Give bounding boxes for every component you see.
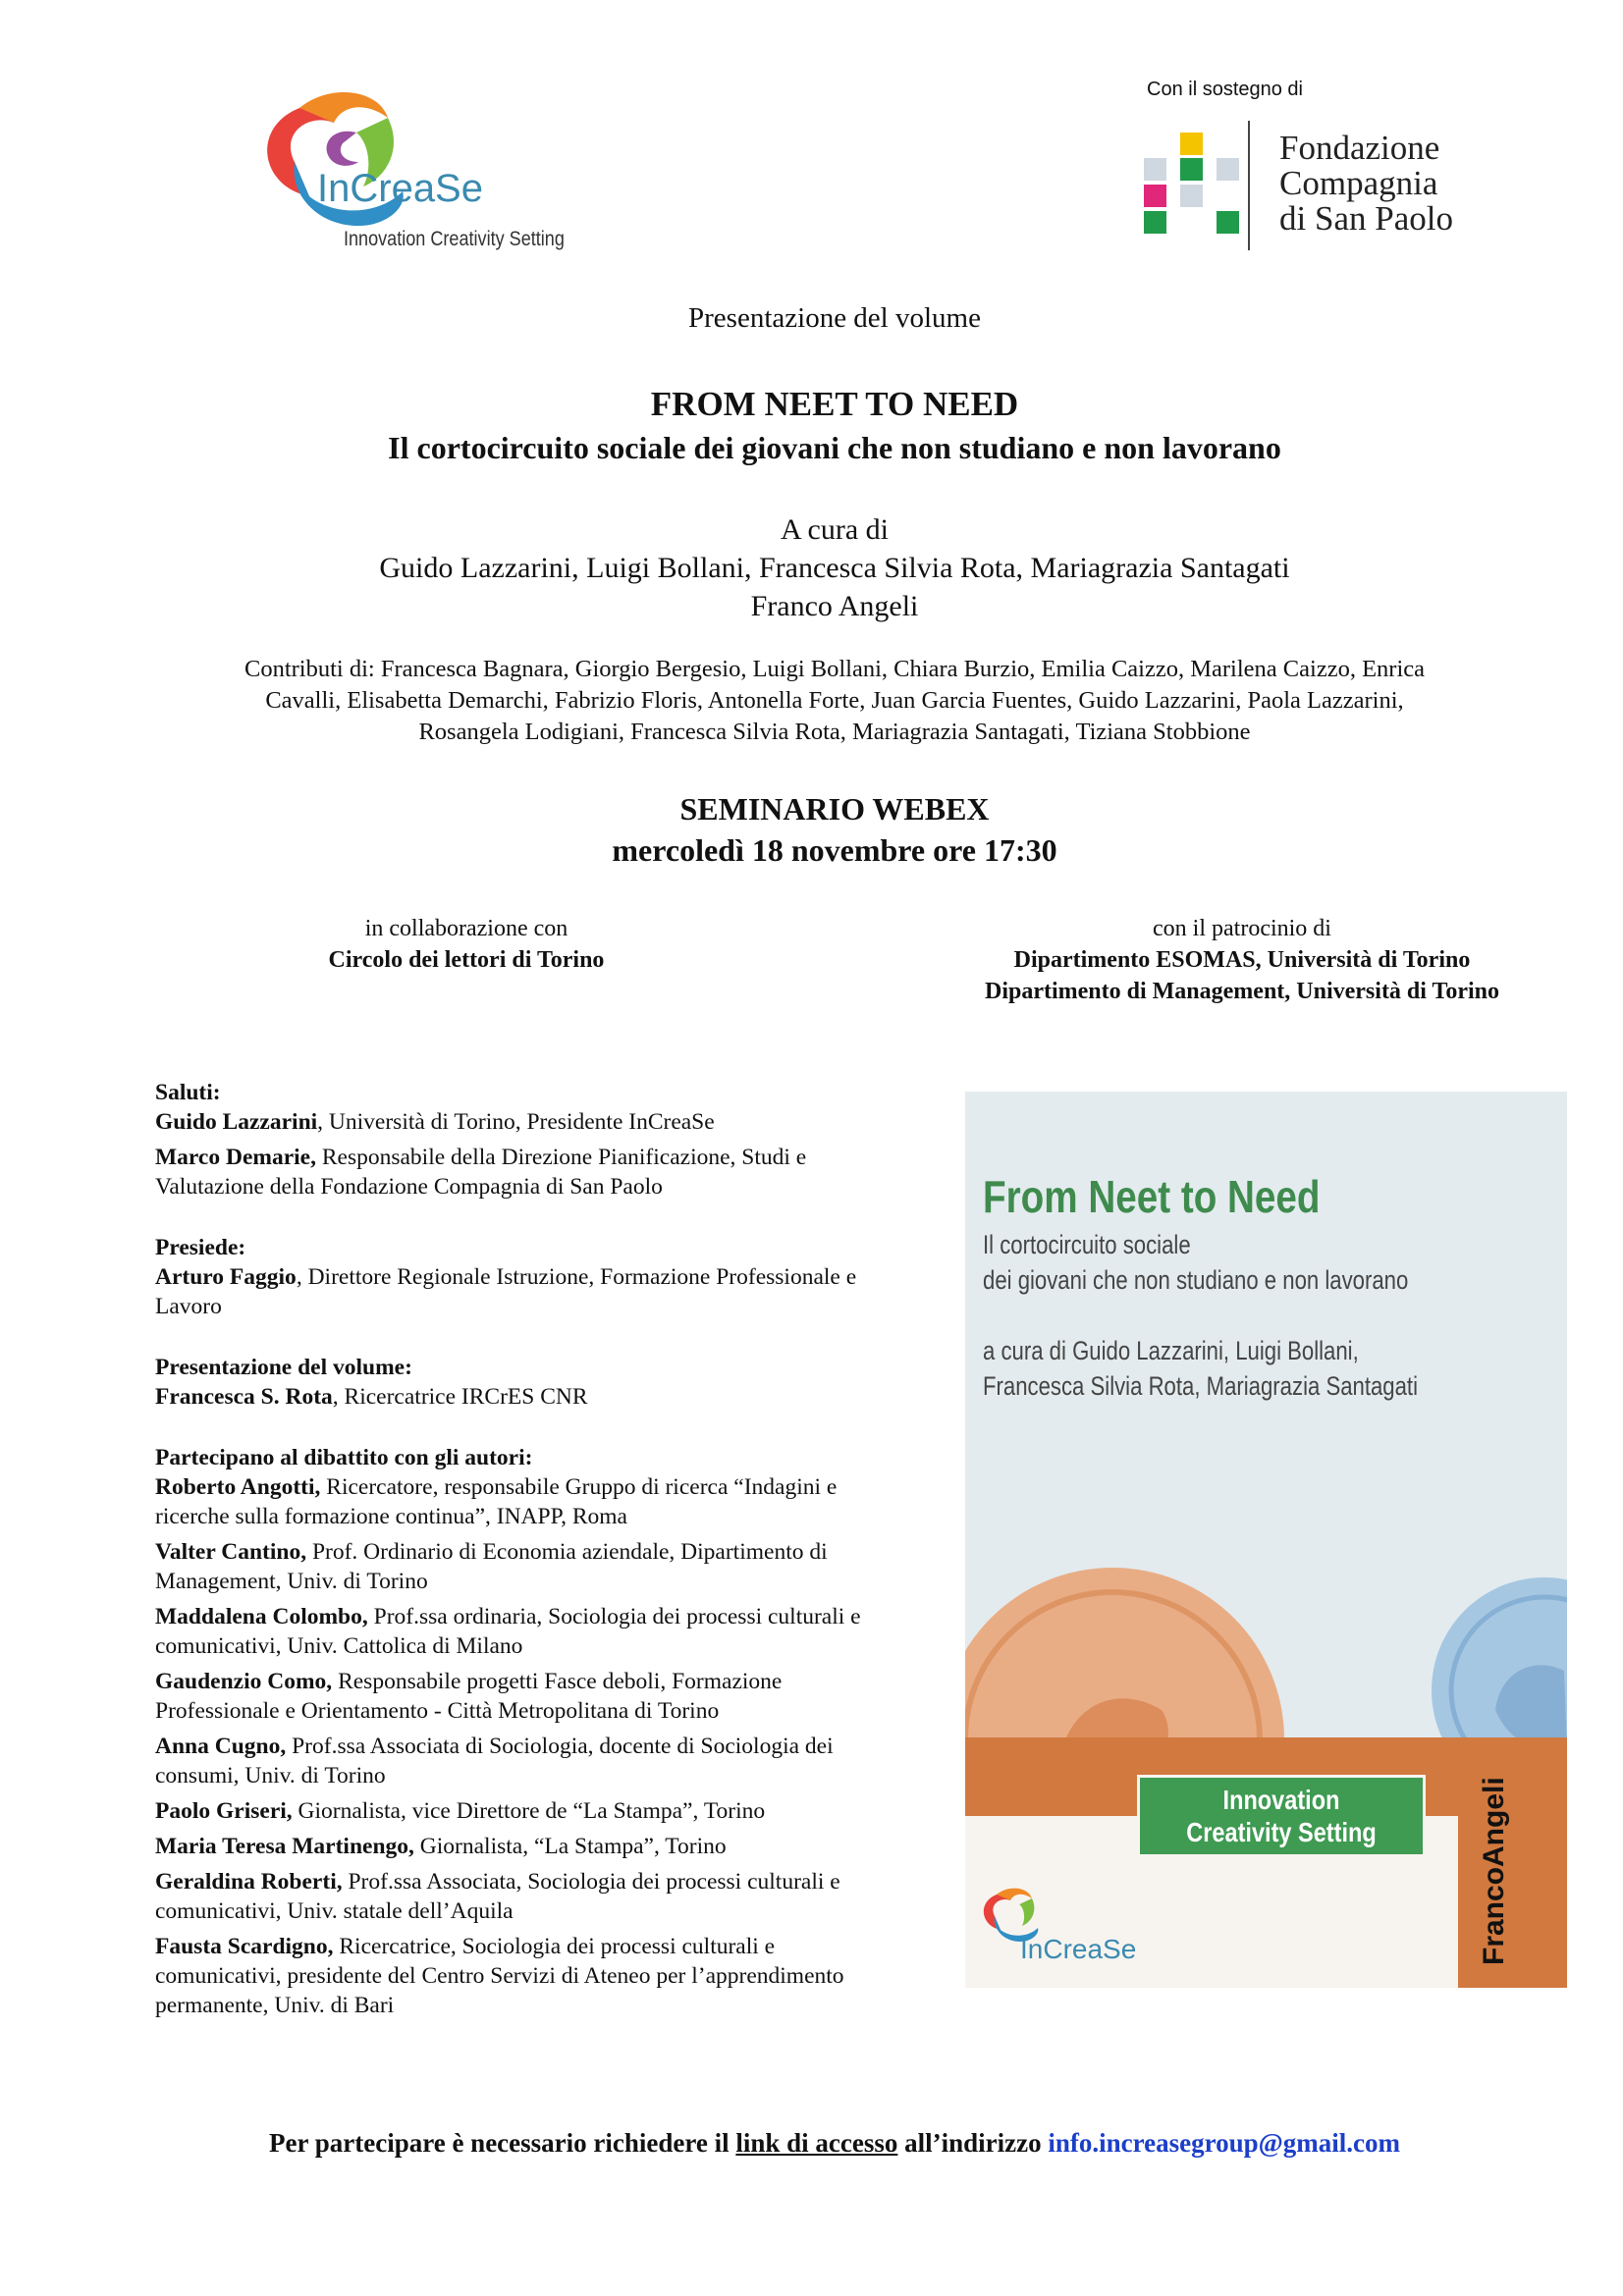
book-cover bbox=[965, 1092, 1567, 1988]
speaker-entry: Roberto Angotti, Ricercatore, responsabile Gruppo di ricerca “Indagini e ricerche sulla formazione continua”, INAPP, Roma bbox=[155, 1474, 838, 1529]
curated-block bbox=[0, 510, 1623, 625]
cover-series-badge: Innovation Creativity Setting bbox=[1137, 1775, 1426, 1857]
editors: Guido Lazzarini, Luigi Bollani, Francesca Silvia Rota, Mariagrazia Santagati bbox=[379, 552, 1290, 584]
page-subtitle: Il cortocircuito sociale dei giovani che non studiano e non lavorano bbox=[388, 430, 1281, 465]
cover-publisher: FrancoAngeli bbox=[1478, 1777, 1510, 1965]
cover-subtitle: Il cortocircuito sociale dei giovani che non studiano e non lavorano bbox=[983, 1230, 1409, 1295]
increase-swirl-icon bbox=[241, 79, 437, 245]
sponsor-caption: Con il sostegno di bbox=[1147, 79, 1303, 100]
collaboration-block bbox=[299, 913, 633, 976]
patronage-label: con il patrocinio di bbox=[1153, 916, 1331, 941]
patronage-partner: Dipartimento ESOMAS, Università di Torino bbox=[1013, 947, 1471, 973]
speaker-entry: Maddalena Colombo, Prof.ssa ordinaria, Sociologia dei processi culturali e comunicativi, Univ. Cattolica di Milano bbox=[155, 1604, 861, 1659]
presentation-label: Presentazione del volume bbox=[688, 302, 981, 334]
cover-logo-text: InCreaSe bbox=[1020, 1934, 1137, 1964]
cover-title: From Neet to Need bbox=[983, 1171, 1321, 1222]
fondazione-logo bbox=[1144, 113, 1478, 260]
page-title: FROM NEET TO NEED bbox=[650, 385, 1019, 423]
curated-label: A cura di bbox=[781, 513, 889, 546]
section-title: Presiede: bbox=[155, 1235, 246, 1260]
publisher: Franco Angeli bbox=[750, 590, 919, 622]
speaker-entry: Marco Demarie, Responsabile della Direzione Pianificazione, Studi e Valutazione della Fondazione Compagnia di San Paolo bbox=[155, 1145, 807, 1200]
speaker-entry: Valter Cantino, Prof. Ordinario di Economia aziendale, Dipartimento di Management, Univ. di Torino bbox=[155, 1539, 828, 1594]
seminar-block bbox=[0, 788, 1623, 871]
cover-orange-spine bbox=[1458, 1737, 1567, 1988]
seminar-name: SEMINARIO WEBEX bbox=[679, 791, 990, 827]
access-link[interactable]: link di accesso bbox=[735, 2128, 898, 2158]
speaker-entry: Francesca S. Rota, Ricercatrice IRCrES CNR bbox=[155, 1384, 588, 1410]
section-title: Saluti: bbox=[155, 1080, 221, 1105]
footer-note: Per partecipare è necessario richiedere il link di accesso all’indirizzo info.increasegroup@gmail.com bbox=[269, 2128, 1400, 2158]
section-title: Presentazione del volume: bbox=[155, 1355, 412, 1380]
contributors: Contributi di: Francesca Bagnara, Giorgio Bergesio, Luigi Bollani, Chiara Burzio, Emilia Caizzo, Marilena Caizzo, Enrica Cavalli, Elisabetta Demarchi, Fabrizio Floris, Antonella Forte, Juan Garcia Fuentes, Guido Lazzarini, Paola Lazzarini, Rosangela Lodigiani, Francesca Silvia Rota, Mariagrazia Santagati, Tiziana Stobbione bbox=[244, 656, 1425, 745]
increase-tagline: Innovation Creativity Setting bbox=[344, 228, 565, 250]
fondazione-divider bbox=[1248, 121, 1250, 250]
speaker-entry: Fausta Scardigno, Ricercatrice, Sociologia dei processi culturali e comunicativi, presidente del Centro Servizi di Ateneo per l’apprendimento permanente, Univ. di Bari bbox=[155, 1934, 844, 2018]
speaker-entry: Maria Teresa Martinengo, Giornalista, “La Stampa”, Torino bbox=[155, 1834, 727, 1859]
program bbox=[155, 1078, 901, 2026]
seminar-datetime: mercoledì 18 novembre ore 17:30 bbox=[612, 832, 1057, 868]
speaker-entry: Anna Cugno, Prof.ssa Associata di Sociologia, docente di Sociologia dei consumi, Univ. di Torino bbox=[155, 1734, 834, 1789]
section-title: Partecipano al dibattito con gli autori: bbox=[155, 1445, 533, 1470]
cover-curators: a cura di Guido Lazzarini, Luigi Bollani, Francesca Silvia Rota, Mariagrazia Santagati bbox=[983, 1336, 1419, 1401]
speaker-entry: Paolo Griseri, Giornalista, vice Direttore de “La Stampa”, Torino bbox=[155, 1798, 766, 1824]
fondazione-name: Fondazione Compagnia di San Paolo bbox=[1279, 129, 1453, 238]
speaker-entry: Geraldina Roberti, Prof.ssa Associata, Sociologia dei processi culturali e comunicativi, Univ. statale dell’Aquila bbox=[155, 1869, 840, 1924]
collaboration-label: in collaborazione con bbox=[364, 916, 568, 941]
contact-email-link[interactable]: info.increasegroup@gmail.com bbox=[1048, 2128, 1400, 2158]
speaker-entry: Guido Lazzarini, Università di Torino, Presidente InCreaSe bbox=[155, 1109, 715, 1135]
patronage-block bbox=[889, 913, 1596, 1007]
increase-wordmark: InCreaSe bbox=[317, 167, 483, 210]
patronage-partner: Dipartimento di Management, Università di Torino bbox=[984, 979, 1499, 1004]
speaker-entry: Gaudenzio Como, Responsabile progetti Fasce deboli, Formazione Professionale e Orientamento - Città Metropolitana di Torino bbox=[155, 1669, 783, 1724]
speaker-entry: Arturo Faggio, Direttore Regionale Istruzione, Formazione Professionale e Lavoro bbox=[155, 1264, 857, 1319]
increase-logo bbox=[241, 79, 594, 265]
collaboration-partner: Circolo dei lettori di Torino bbox=[328, 947, 605, 973]
